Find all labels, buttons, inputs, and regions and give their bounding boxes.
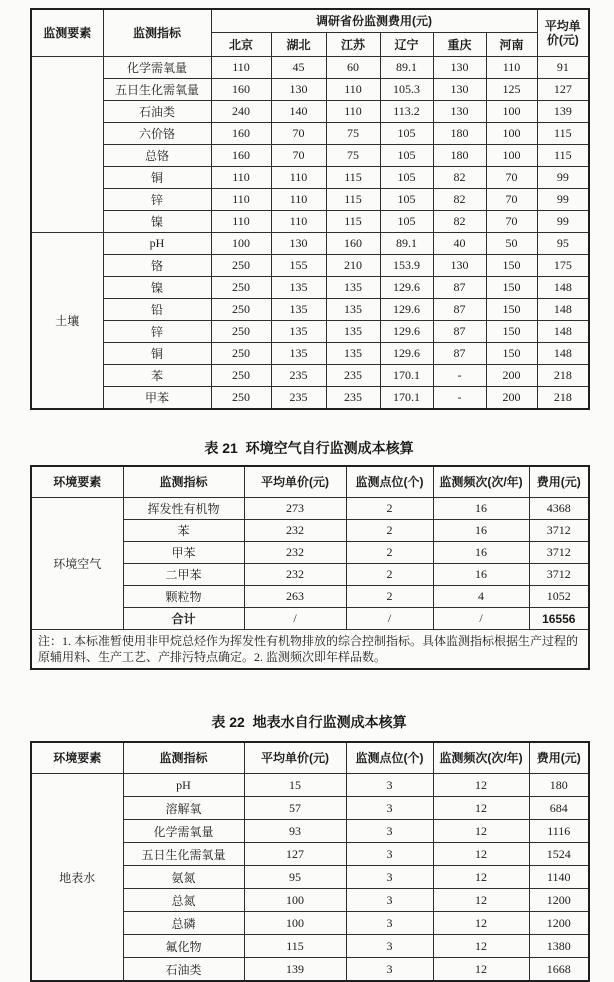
col-header-province: 辽宁 <box>380 33 433 57</box>
col-header-province: 北京 <box>211 33 271 57</box>
air-cost-table-header <box>31 466 589 498</box>
value-cell: 135 <box>326 299 380 321</box>
value-cell: 250 <box>211 365 271 387</box>
value-cell: - <box>433 365 486 387</box>
value-cell: 250 <box>211 277 271 299</box>
value-cell: 130 <box>271 79 326 101</box>
value-cell: 12 <box>433 797 529 820</box>
col-header-avg-price: 平均单价(元) <box>244 466 346 498</box>
col-header-indicator: 监测指标 <box>103 9 211 57</box>
value-cell: 3 <box>346 912 433 935</box>
value-cell: 232 <box>244 520 346 542</box>
value-cell: 235 <box>271 365 326 387</box>
value-cell: 110 <box>271 167 326 189</box>
value-cell: 105 <box>380 145 433 167</box>
factor-cell: 地表水 <box>31 774 123 982</box>
value-cell: 75 <box>326 123 380 145</box>
value-cell: 127 <box>244 843 346 866</box>
indicator-cell: 锌 <box>103 321 211 343</box>
value-cell: 115 <box>326 189 380 211</box>
value-cell: 12 <box>433 774 529 797</box>
table-row <box>31 498 589 520</box>
value-cell: 115 <box>537 123 589 145</box>
value-cell: 180 <box>529 774 589 797</box>
value-cell: 105.3 <box>380 79 433 101</box>
value-cell: 135 <box>271 343 326 365</box>
value-cell: 150 <box>486 255 537 277</box>
indicator-cell: 甲苯 <box>103 387 211 410</box>
table-row <box>31 79 589 101</box>
col-header-indicator: 监测指标 <box>123 742 244 774</box>
value-cell: 150 <box>486 343 537 365</box>
value-cell: 140 <box>271 101 326 123</box>
value-cell: 170.1 <box>380 365 433 387</box>
col-header-avg-price: 平均单价(元) <box>537 9 589 57</box>
value-cell: 110 <box>211 211 271 233</box>
indicator-cell: 氟化物 <box>123 935 244 958</box>
table-row <box>31 255 589 277</box>
indicator-cell: 总铬 <box>103 145 211 167</box>
value-cell: 110 <box>486 57 537 79</box>
value-cell: 129.6 <box>380 299 433 321</box>
value-cell: 115 <box>244 935 346 958</box>
value-cell: 218 <box>537 365 589 387</box>
value-cell: 150 <box>486 299 537 321</box>
value-cell: 3712 <box>529 564 589 586</box>
indicator-cell: pH <box>103 233 211 255</box>
value-cell: 125 <box>486 79 537 101</box>
value-cell: 180 <box>433 145 486 167</box>
col-header-province: 河南 <box>486 33 537 57</box>
indicator-cell: pH <box>123 774 244 797</box>
value-cell: 263 <box>244 586 346 608</box>
value-cell: 110 <box>211 57 271 79</box>
value-cell: 160 <box>211 145 271 167</box>
value-cell: 105 <box>380 189 433 211</box>
value-cell: 148 <box>537 343 589 365</box>
header-row <box>31 466 589 498</box>
indicator-cell: 挥发性有机物 <box>123 498 244 520</box>
value-cell: 100 <box>486 101 537 123</box>
value-cell: 70 <box>486 189 537 211</box>
value-cell: 100 <box>244 912 346 935</box>
value-cell: 2 <box>346 564 433 586</box>
water-cost-table-body <box>31 774 589 982</box>
value-cell: 3712 <box>529 542 589 564</box>
value-cell: 148 <box>537 299 589 321</box>
value-cell: 130 <box>433 255 486 277</box>
value-cell: 1380 <box>529 935 589 958</box>
value-cell: 4368 <box>529 498 589 520</box>
value-cell: 218 <box>537 387 589 410</box>
table-row <box>31 365 589 387</box>
value-cell: 210 <box>326 255 380 277</box>
value-cell: 12 <box>433 958 529 982</box>
indicator-cell: 五日生化需氧量 <box>103 79 211 101</box>
value-cell: 1140 <box>529 866 589 889</box>
indicator-cell: 镍 <box>103 211 211 233</box>
indicator-cell: 总磷 <box>123 912 244 935</box>
value-cell: 87 <box>433 321 486 343</box>
value-cell: 160 <box>326 233 380 255</box>
value-cell: 170.1 <box>380 387 433 410</box>
value-cell: 100 <box>486 123 537 145</box>
value-cell: 150 <box>486 321 537 343</box>
value-cell: 135 <box>271 299 326 321</box>
value-cell: 2 <box>346 520 433 542</box>
indicator-cell: 总氮 <box>123 889 244 912</box>
value-cell: 2 <box>346 498 433 520</box>
value-cell: 110 <box>326 79 380 101</box>
col-header-frequency: 监测频次(次/年) <box>433 742 529 774</box>
col-header-province: 重庆 <box>433 33 486 57</box>
value-cell: 2 <box>346 586 433 608</box>
air-cost-table <box>30 465 590 670</box>
indicator-cell: 六价铬 <box>103 123 211 145</box>
indicator-cell: 铜 <box>103 167 211 189</box>
value-cell: 12 <box>433 820 529 843</box>
value-cell: 1200 <box>529 912 589 935</box>
indicator-cell: 颗粒物 <box>123 586 244 608</box>
value-cell: 115 <box>326 211 380 233</box>
indicator-cell: 化学需氧量 <box>103 57 211 79</box>
value-cell: 250 <box>211 343 271 365</box>
value-cell: 1668 <box>529 958 589 982</box>
value-cell: 45 <box>271 57 326 79</box>
value-cell: 99 <box>537 189 589 211</box>
factor-cell: 环境空气 <box>31 498 123 630</box>
indicator-cell: 苯 <box>123 520 244 542</box>
table-row <box>31 167 589 189</box>
indicator-cell: 镍 <box>103 277 211 299</box>
value-cell: 70 <box>486 167 537 189</box>
indicator-cell: 铬 <box>103 255 211 277</box>
value-cell: 232 <box>244 542 346 564</box>
value-cell: 130 <box>271 233 326 255</box>
value-cell: 87 <box>433 277 486 299</box>
value-cell: 130 <box>433 79 486 101</box>
indicator-cell: 锌 <box>103 189 211 211</box>
col-header-env-factor: 环境要素 <box>31 466 123 498</box>
table22-title: 表 22 地表水自行监测成本核算 <box>211 714 407 730</box>
value-cell: 250 <box>211 255 271 277</box>
indicator-cell: 铅 <box>103 299 211 321</box>
table-note: 注：1. 本标准暂使用非甲烷总烃作为挥发性有机物排放的综合控制指标。具体监测指标根据生产过程的原辅用料、生产工艺、产排污特点确定。2. 监测频次即年样品数。 <box>31 630 589 670</box>
value-cell: 3 <box>346 820 433 843</box>
table-row <box>31 233 589 255</box>
value-cell: 155 <box>271 255 326 277</box>
table-row <box>31 123 589 145</box>
table-row <box>31 211 589 233</box>
value-cell: 100 <box>211 233 271 255</box>
value-cell: 110 <box>271 211 326 233</box>
col-header-fee-group: 调研省份监测费用(元) <box>211 9 537 33</box>
value-cell: 3712 <box>529 520 589 542</box>
value-cell: 99 <box>537 211 589 233</box>
value-cell: 70 <box>271 123 326 145</box>
value-cell: 1116 <box>529 820 589 843</box>
value-cell: 75 <box>326 145 380 167</box>
province-fee-table <box>30 8 590 410</box>
value-cell: 135 <box>271 321 326 343</box>
table-row <box>31 387 589 410</box>
value-cell: 135 <box>326 321 380 343</box>
value-cell: 232 <box>244 564 346 586</box>
value-cell: 129.6 <box>380 321 433 343</box>
value-cell: 235 <box>326 387 380 410</box>
value-cell: 12 <box>433 935 529 958</box>
value-cell: 105 <box>380 211 433 233</box>
value-cell: 1200 <box>529 889 589 912</box>
value-cell: 110 <box>211 189 271 211</box>
col-header-env-factor: 环境要素 <box>31 742 123 774</box>
value-cell: 110 <box>211 167 271 189</box>
col-header-avg-price: 平均单价(元) <box>244 742 346 774</box>
value-cell: 153.9 <box>380 255 433 277</box>
value-cell: 175 <box>537 255 589 277</box>
col-header-province: 江苏 <box>326 33 380 57</box>
value-cell: 110 <box>326 101 380 123</box>
air-cost-table-body <box>31 498 589 670</box>
value-cell: 250 <box>211 387 271 410</box>
value-cell: 684 <box>529 797 589 820</box>
indicator-cell: 石油类 <box>123 958 244 982</box>
value-cell: 1524 <box>529 843 589 866</box>
table-row <box>31 774 589 797</box>
table-row <box>31 57 589 79</box>
table-row <box>31 145 589 167</box>
table-row <box>31 101 589 123</box>
col-header-cost: 费用(元) <box>529 742 589 774</box>
value-cell: 105 <box>380 167 433 189</box>
factor-cell: 土壤 <box>31 233 103 410</box>
value-cell: 105 <box>380 123 433 145</box>
col-header-factor: 监测要素 <box>31 9 103 57</box>
value-cell: 160 <box>211 123 271 145</box>
value-cell: 1052 <box>529 586 589 608</box>
value-cell: 135 <box>271 277 326 299</box>
table-row <box>31 277 589 299</box>
value-cell: 250 <box>211 321 271 343</box>
value-cell: 60 <box>326 57 380 79</box>
value-cell: 110 <box>271 189 326 211</box>
value-cell: 12 <box>433 843 529 866</box>
indicator-cell: 溶解氧 <box>123 797 244 820</box>
indicator-cell: 石油类 <box>103 101 211 123</box>
value-cell: 16 <box>433 498 529 520</box>
col-header-frequency: 监测频次(次/年) <box>433 466 529 498</box>
value-cell: 130 <box>433 57 486 79</box>
col-header-province: 湖北 <box>271 33 326 57</box>
indicator-cell: 五日生化需氧量 <box>123 843 244 866</box>
value-cell: - <box>433 387 486 410</box>
col-header-points: 监测点位(个) <box>346 466 433 498</box>
table21-title: 表 21 环境空气自行监测成本核算 <box>204 440 414 456</box>
note-row <box>31 630 589 670</box>
indicator-cell: 甲苯 <box>123 542 244 564</box>
value-cell: 16 <box>433 520 529 542</box>
province-fee-table-body <box>31 57 589 410</box>
value-cell: 2 <box>346 542 433 564</box>
value-cell: 150 <box>486 277 537 299</box>
value-cell: 148 <box>537 321 589 343</box>
table-row <box>31 189 589 211</box>
value-cell: 3 <box>346 866 433 889</box>
value-cell: 100 <box>486 145 537 167</box>
value-cell: 3 <box>346 843 433 866</box>
value-cell: 40 <box>433 233 486 255</box>
header-row-1 <box>31 9 589 33</box>
document-page <box>0 8 614 977</box>
value-cell: 148 <box>537 277 589 299</box>
col-header-cost: 费用(元) <box>529 466 589 498</box>
value-cell: 16 <box>433 542 529 564</box>
water-cost-table <box>30 741 590 982</box>
value-cell: 70 <box>486 211 537 233</box>
value-cell: 127 <box>537 79 589 101</box>
value-cell: 240 <box>211 101 271 123</box>
indicator-cell: 氨氮 <box>123 866 244 889</box>
value-cell: 200 <box>486 365 537 387</box>
value-cell: 50 <box>486 233 537 255</box>
factor-cell <box>31 57 103 233</box>
value-cell: 3 <box>346 958 433 982</box>
col-header-indicator: 监测指标 <box>123 466 244 498</box>
value-cell: 135 <box>326 277 380 299</box>
value-cell: 16 <box>433 564 529 586</box>
value-cell: 135 <box>326 343 380 365</box>
total-value-cell: 16556 <box>529 608 589 630</box>
value-cell: 115 <box>326 167 380 189</box>
value-cell: 235 <box>271 387 326 410</box>
value-cell: 200 <box>486 387 537 410</box>
value-cell: 129.6 <box>380 343 433 365</box>
total-label-cell: 合计 <box>123 608 244 630</box>
water-cost-table-header <box>31 742 589 774</box>
indicator-cell: 铜 <box>103 343 211 365</box>
value-cell: 12 <box>433 912 529 935</box>
value-cell: 87 <box>433 299 486 321</box>
value-cell: 180 <box>433 123 486 145</box>
value-cell: 15 <box>244 774 346 797</box>
value-cell: 115 <box>537 145 589 167</box>
value-cell: 273 <box>244 498 346 520</box>
value-cell: 82 <box>433 167 486 189</box>
value-cell: 87 <box>433 343 486 365</box>
value-cell: 89.1 <box>380 57 433 79</box>
table-row <box>31 321 589 343</box>
value-cell: 130 <box>433 101 486 123</box>
value-cell: 3 <box>346 797 433 820</box>
value-cell: 3 <box>346 774 433 797</box>
value-cell: 95 <box>244 866 346 889</box>
value-cell: 139 <box>244 958 346 982</box>
col-header-points: 监测点位(个) <box>346 742 433 774</box>
value-cell: 235 <box>326 365 380 387</box>
table-row <box>31 299 589 321</box>
value-cell: 70 <box>271 145 326 167</box>
value-cell: 12 <box>433 866 529 889</box>
total-value-cell: / <box>433 608 529 630</box>
value-cell: 3 <box>346 889 433 912</box>
value-cell: 3 <box>346 935 433 958</box>
value-cell: 89.1 <box>380 233 433 255</box>
value-cell: 12 <box>433 889 529 912</box>
value-cell: 99 <box>537 167 589 189</box>
value-cell: 139 <box>537 101 589 123</box>
value-cell: 113.2 <box>380 101 433 123</box>
value-cell: 160 <box>211 79 271 101</box>
province-fee-table-header <box>31 9 589 57</box>
value-cell: 100 <box>244 889 346 912</box>
indicator-cell: 化学需氧量 <box>123 820 244 843</box>
value-cell: 57 <box>244 797 346 820</box>
indicator-cell: 苯 <box>103 365 211 387</box>
value-cell: 82 <box>433 189 486 211</box>
value-cell: 4 <box>433 586 529 608</box>
value-cell: 250 <box>211 299 271 321</box>
table-row <box>31 343 589 365</box>
value-cell: 82 <box>433 211 486 233</box>
value-cell: 95 <box>537 233 589 255</box>
value-cell: 129.6 <box>380 277 433 299</box>
total-value-cell: / <box>346 608 433 630</box>
value-cell: 91 <box>537 57 589 79</box>
indicator-cell: 二甲苯 <box>123 564 244 586</box>
header-row <box>31 742 589 774</box>
value-cell: 93 <box>244 820 346 843</box>
total-value-cell: / <box>244 608 346 630</box>
